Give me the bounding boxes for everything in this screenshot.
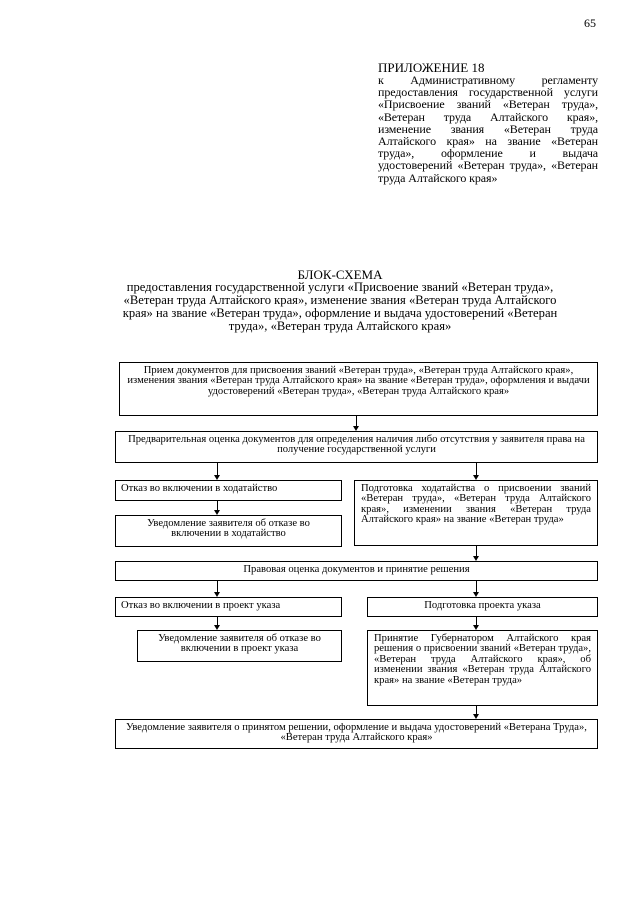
arrow-down-icon <box>473 592 479 597</box>
arrow-down-icon <box>473 625 479 630</box>
connector-line <box>217 501 218 510</box>
connector-line <box>217 617 218 625</box>
arrow-down-icon <box>473 556 479 561</box>
page-number: 65 <box>584 16 596 30</box>
connector-line <box>476 546 477 556</box>
connector-line <box>476 581 477 592</box>
connector-line <box>476 706 477 714</box>
box-legal-assessment: Правовая оценка документов и принятие решения <box>115 561 598 581</box>
scheme-subtitle: предоставления государственной услуги «Присвоение званий «Ветеран труда», «Ветеран труда Алтайского края», изменение звания «Ветеран труда Алтайского края» на звание «Ветеран труда», оформление и выдача удостоверений «Ветеран труда», «Ветеран труда Алтайского края» <box>122 280 558 333</box>
connector-line <box>217 581 218 592</box>
box-refusal-petition: Отказ во включении в ходатайство <box>115 480 342 501</box>
connector-line <box>356 416 357 426</box>
connector-line <box>476 617 477 625</box>
connector-line <box>217 463 218 475</box>
box-prepare-decree: Подготовка проекта указа <box>367 597 598 617</box>
arrow-down-icon <box>214 510 220 515</box>
connector-line <box>476 463 477 475</box>
arrow-down-icon <box>214 592 220 597</box>
box-notify-refusal-petition: Уведомление заявителя об отказе во включении в ходатайство <box>115 515 342 547</box>
box-final-notification: Уведомление заявителя о принятом решении, оформление и выдача удостоверений «Ветерана Труда», «Ветеран труда Алтайского края» <box>115 719 598 749</box>
scheme-title: БЛОК-СХЕМА <box>297 267 383 282</box>
appendix-text: к Административному регламенту предоставления государственной услуги «Присвоение званий «Ветеран труда», «Ветеран труда Алтайского края», изменение звания «Ветеран труда Алтайского края» на звание «Ветеран труда», оформление и выдача удостоверений «Ветеран труда», «Ветеран труда Алтайского края» <box>378 73 598 185</box>
box-refusal-decree: Отказ во включении в проект указа <box>115 597 342 617</box>
arrow-down-icon <box>214 625 220 630</box>
arrow-down-icon <box>214 475 220 480</box>
box-notify-refusal-decree: Уведомление заявителя об отказе во включении в проект указа <box>137 630 342 662</box>
box-receive-documents: Прием документов для присвоения званий «Ветеран труда», «Ветеран труда Алтайского края», изменения звания «Ветеран труда Алтайского края» на звание «Ветеран труда», оформления и выдачи удостоверений «Ветеран труда», «Ветеран труда Алтайского края» <box>119 362 598 416</box>
appendix-title: ПРИЛОЖЕНИЕ 18 <box>378 60 485 75</box>
box-prepare-petition: Подготовка ходатайства о присвоении званий «Ветеран труда», «Ветеран труда Алтайского края», изменении звания «Ветеран труда Алтайского края» на звание «Ветеран труда» <box>354 480 598 546</box>
arrow-down-icon <box>353 426 359 431</box>
arrow-down-icon <box>473 714 479 719</box>
box-governor-decision: Принятие Губернатором Алтайского края решения о присвоении званий «Ветеран труда», «Ветеран труда Алтайского края», об изменении звания «Ветеран труда Алтайского края» на звание «Ветеран труда» <box>367 630 598 706</box>
box-preliminary-assessment: Предварительная оценка документов для определения наличия либо отсутствия у заявителя права на получение государственной услуги <box>115 431 598 463</box>
arrow-down-icon <box>473 475 479 480</box>
